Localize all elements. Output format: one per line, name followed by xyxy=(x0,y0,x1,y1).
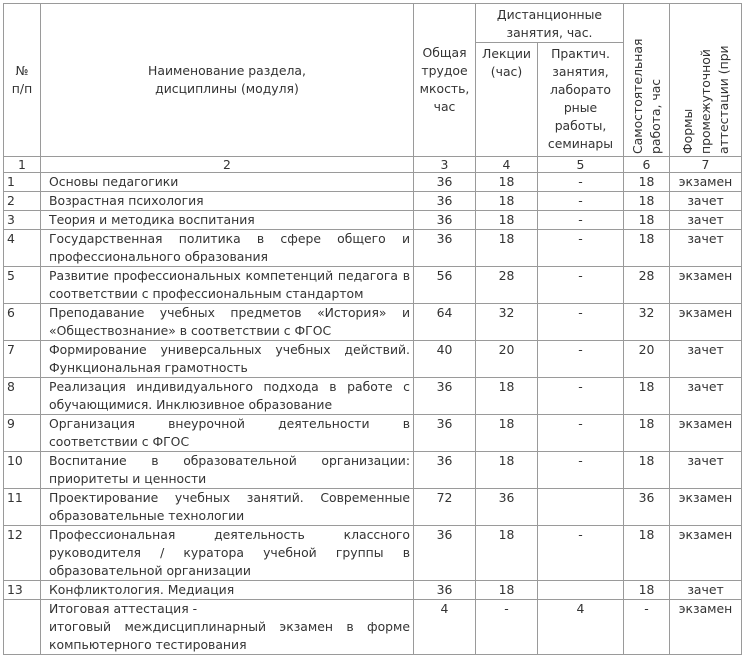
row-assessment-form: зачет xyxy=(670,230,742,267)
row-num: 2 xyxy=(4,192,41,211)
row-name: Развитие профессиональных компетенций педагога в соответствии с профессиональным стандартом xyxy=(41,267,414,304)
row-self-study: 18 xyxy=(624,230,670,267)
row-self-study: 18 xyxy=(624,452,670,489)
row-assessment-form: экзамен xyxy=(670,600,742,655)
row-lectures: 18 xyxy=(476,526,538,581)
row-lectures: 18 xyxy=(476,192,538,211)
row-num: 1 xyxy=(4,173,41,192)
row-total: 36 xyxy=(414,581,476,600)
header-total: Общая трудое мкость, час xyxy=(414,4,476,157)
row-total: 64 xyxy=(414,304,476,341)
row-total: 36 xyxy=(414,211,476,230)
curriculum-table xyxy=(3,3,742,655)
row-name: Конфликтология. Медиация xyxy=(41,581,414,600)
table-row xyxy=(4,452,742,489)
row-total: 36 xyxy=(414,230,476,267)
table-row xyxy=(4,526,742,581)
row-num: 13 xyxy=(4,581,41,600)
row-lectures: 18 xyxy=(476,173,538,192)
row-practice: 4 xyxy=(538,600,624,655)
row-assessment-form: экзамен xyxy=(670,173,742,192)
row-name: Реализация индивидуального подхода в работе с обучающимися. Инклюзивное образование xyxy=(41,378,414,415)
row-practice xyxy=(538,581,624,600)
row-num xyxy=(4,600,41,655)
row-num: 4 xyxy=(4,230,41,267)
header-num: № п/п xyxy=(4,4,41,157)
row-total: 4 xyxy=(414,600,476,655)
row-practice xyxy=(538,489,624,526)
row-self-study: 36 xyxy=(624,489,670,526)
row-name: Профессиональная деятельность классного руководителя / куратора учебной группы в образовательной организации xyxy=(41,526,414,581)
table-row xyxy=(4,230,742,267)
table-row xyxy=(4,192,742,211)
row-num: 9 xyxy=(4,415,41,452)
col-number: 4 xyxy=(476,157,538,173)
row-name: Теория и методика воспитания xyxy=(41,211,414,230)
row-name: Итоговая аттестация - итоговый междисциплинарный экзамен в форме компьютерного тестирования xyxy=(41,600,414,655)
row-total: 36 xyxy=(414,192,476,211)
row-lectures: 18 xyxy=(476,230,538,267)
row-num: 7 xyxy=(4,341,41,378)
row-lectures: 36 xyxy=(476,489,538,526)
row-lectures: 18 xyxy=(476,452,538,489)
table-row xyxy=(4,581,742,600)
row-practice: - xyxy=(538,378,624,415)
row-self-study: 18 xyxy=(624,378,670,415)
row-num: 8 xyxy=(4,378,41,415)
table-body xyxy=(4,173,742,655)
row-assessment-form: зачет xyxy=(670,192,742,211)
row-name: Государственная политика в сфере общего и профессионального образования xyxy=(41,230,414,267)
header-assessment xyxy=(670,4,742,157)
col-number: 6 xyxy=(624,157,670,173)
row-lectures: 18 xyxy=(476,415,538,452)
row-assessment-form: экзамен xyxy=(670,415,742,452)
row-name: Возрастная психология xyxy=(41,192,414,211)
row-num: 6 xyxy=(4,304,41,341)
row-num: 11 xyxy=(4,489,41,526)
row-name: Формирование универсальных учебных действий. Функциональная грамотность xyxy=(41,341,414,378)
row-self-study: 32 xyxy=(624,304,670,341)
row-practice: - xyxy=(538,526,624,581)
table-row xyxy=(4,211,742,230)
table-row xyxy=(4,600,742,655)
row-total: 40 xyxy=(414,341,476,378)
row-total: 36 xyxy=(414,452,476,489)
table-header xyxy=(4,4,742,173)
row-lectures: 28 xyxy=(476,267,538,304)
header-lectures: Лекции (час) xyxy=(476,43,538,157)
row-practice: - xyxy=(538,192,624,211)
row-self-study: 18 xyxy=(624,526,670,581)
row-practice: - xyxy=(538,230,624,267)
row-lectures: 18 xyxy=(476,211,538,230)
row-lectures: 18 xyxy=(476,378,538,415)
row-total: 36 xyxy=(414,415,476,452)
row-self-study: 18 xyxy=(624,173,670,192)
row-lectures: 20 xyxy=(476,341,538,378)
column-number-row xyxy=(4,157,742,173)
row-lectures: 32 xyxy=(476,304,538,341)
table-row xyxy=(4,304,742,341)
row-num: 10 xyxy=(4,452,41,489)
row-assessment-form: зачет xyxy=(670,211,742,230)
row-assessment-form: экзамен xyxy=(670,267,742,304)
header-name: Наименование раздела, дисциплины (модуля) xyxy=(41,4,414,157)
row-practice: - xyxy=(538,267,624,304)
row-total: 36 xyxy=(414,173,476,192)
row-practice: - xyxy=(538,173,624,192)
table-row xyxy=(4,173,742,192)
table-row xyxy=(4,267,742,304)
header-practice: Практич. занятия, лаборато рные работы, семинары xyxy=(538,43,624,157)
row-self-study: 18 xyxy=(624,581,670,600)
row-total: 72 xyxy=(414,489,476,526)
row-assessment-form: зачет xyxy=(670,452,742,489)
row-name: Основы педагогики xyxy=(41,173,414,192)
row-self-study: 18 xyxy=(624,192,670,211)
row-assessment-form: зачет xyxy=(670,378,742,415)
row-lectures: 18 xyxy=(476,581,538,600)
row-self-study: 18 xyxy=(624,415,670,452)
header-distance: Дистанционные занятия, час. xyxy=(476,4,624,43)
row-name: Проектирование учебных занятий. Современные образовательные технологии xyxy=(41,489,414,526)
row-total: 36 xyxy=(414,378,476,415)
row-assessment-form: экзамен xyxy=(670,304,742,341)
row-assessment-form: зачет xyxy=(670,581,742,600)
table-row xyxy=(4,378,742,415)
row-assessment-form: экзамен xyxy=(670,489,742,526)
row-practice: - xyxy=(538,452,624,489)
row-practice: - xyxy=(538,415,624,452)
row-lectures: - xyxy=(476,600,538,655)
row-total: 36 xyxy=(414,526,476,581)
row-assessment-form: зачет xyxy=(670,341,742,378)
row-name: Воспитание в образовательной организации: приоритеты и ценности xyxy=(41,452,414,489)
col-number: 5 xyxy=(538,157,624,173)
table-row xyxy=(4,415,742,452)
row-name: Организация внеурочной деятельности в соответствии с ФГОС xyxy=(41,415,414,452)
row-practice: - xyxy=(538,304,624,341)
row-num: 3 xyxy=(4,211,41,230)
row-assessment-form: экзамен xyxy=(670,526,742,581)
row-num: 5 xyxy=(4,267,41,304)
header-self-study xyxy=(624,4,670,157)
table-row xyxy=(4,341,742,378)
row-name: Преподавание учебных предметов «История» и «Обществознание» в соответствии с ФГОС xyxy=(41,304,414,341)
table-row xyxy=(4,489,742,526)
col-number: 3 xyxy=(414,157,476,173)
row-practice: - xyxy=(538,341,624,378)
row-self-study: - xyxy=(624,600,670,655)
header-assessment-text: Формы промежуточной аттестации (при xyxy=(679,45,731,154)
row-num: 12 xyxy=(4,526,41,581)
col-number: 1 xyxy=(4,157,41,173)
row-self-study: 20 xyxy=(624,341,670,378)
row-self-study: 18 xyxy=(624,211,670,230)
col-number: 2 xyxy=(41,157,414,173)
header-self-study-text: Самостоятельная работа, час xyxy=(629,38,663,154)
col-number: 7 xyxy=(670,157,742,173)
row-total: 56 xyxy=(414,267,476,304)
row-practice: - xyxy=(538,211,624,230)
row-self-study: 28 xyxy=(624,267,670,304)
